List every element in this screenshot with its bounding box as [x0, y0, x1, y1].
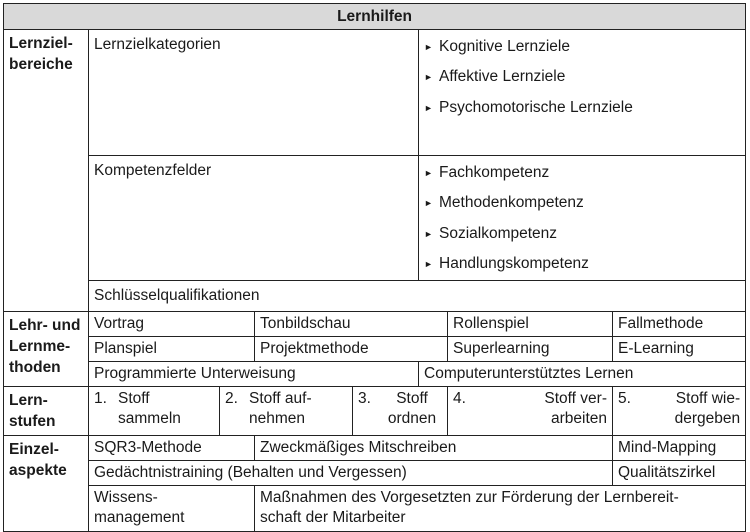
section-lernstufen	[4, 387, 89, 436]
lernstufe-cell	[613, 387, 746, 436]
triangle-bullet-icon: ►	[424, 42, 433, 52]
step-text: dergeben	[674, 410, 741, 427]
lernzielkategorien-list	[424, 30, 740, 123]
schluesselqualifikationen-cell: Schlüsselqualifikationen	[89, 281, 746, 312]
step-text: Stoff	[118, 390, 150, 407]
step-number: 5.	[618, 390, 631, 407]
kompetenzfelder-cell: Kompetenzfelder	[89, 156, 419, 281]
method-cell: Vortrag	[89, 312, 255, 337]
step-number: 1.	[94, 390, 107, 407]
aspect-cell: Mind-Mapping	[613, 436, 746, 461]
section-label-line: stufen	[9, 413, 56, 430]
section-lernzielbereiche	[4, 30, 89, 312]
list-item: ► Kognitive Lernziele	[424, 32, 740, 62]
method-cell: Programmierte Unterweisung	[89, 362, 419, 387]
aspect-text: Maßnahmen des Vorgesetzten zur Förderung der Lernbereit-	[260, 489, 679, 506]
step-text: ordnen	[387, 410, 437, 427]
aspect-text: Wissens-	[94, 489, 158, 506]
step-text: Stoff auf-	[249, 390, 312, 407]
list-item: ► Handlungskompetenz	[424, 249, 740, 279]
triangle-bullet-icon: ►	[424, 228, 433, 239]
aspect-text: schaft der Mitarbeiter	[260, 509, 406, 526]
aspect-cell: Qualitätszirkel	[613, 461, 746, 486]
step-text: Stoff	[396, 390, 428, 407]
method-cell: Tonbildschau	[255, 312, 448, 337]
lernzielkategorien-list-cell	[419, 30, 746, 156]
step-number: 3.	[358, 390, 371, 407]
section-label-line: aspekte	[9, 462, 67, 479]
aspect-cell: Gedächtnistraining (Behalten und Vergessen)	[89, 461, 613, 486]
triangle-bullet-icon: ►	[424, 258, 433, 269]
lernstufe-cell	[89, 387, 220, 436]
triangle-bullet-icon: ►	[424, 168, 433, 178]
step-number: 2.	[225, 390, 238, 407]
lernstufe-cell	[448, 387, 613, 436]
section-lehr-lernmethoden	[4, 312, 89, 387]
section-label-line: Einzel-	[9, 441, 59, 458]
aspect-text: management	[94, 509, 185, 526]
method-cell: Projektmethode	[255, 337, 448, 362]
method-cell: Computerunterstütztes Lernen	[419, 362, 746, 387]
triangle-bullet-icon: ►	[424, 198, 433, 209]
triangle-bullet-icon: ►	[424, 102, 433, 113]
lernstufe-cell	[220, 387, 353, 436]
method-cell: E-Learning	[613, 337, 746, 362]
section-label-line: Lernme-	[9, 338, 71, 355]
method-cell: Fallmethode	[613, 312, 746, 337]
section-label-line: Lern-	[9, 392, 48, 409]
section-label-line: Lernziel-	[9, 35, 73, 52]
step-text: nehmen	[249, 410, 306, 427]
section-einzelaspekte	[4, 436, 89, 532]
lernhilfen-table	[3, 3, 746, 532]
kompetenzfelder-list	[424, 156, 740, 279]
section-label-line: Lehr- und	[9, 317, 81, 334]
aspect-cell: SQR3-Methode	[89, 436, 255, 461]
method-cell: Planspiel	[89, 337, 255, 362]
lernzielkategorien-cell: Lernzielkategorien	[89, 30, 419, 156]
step-text: Stoff wie-	[675, 390, 741, 407]
section-label-line: bereiche	[9, 56, 73, 73]
list-item: ► Psychomotorische Lernziele	[424, 93, 740, 123]
step-text: Stoff ver-	[544, 390, 607, 407]
step-text: arbeiten	[550, 410, 607, 427]
list-item: ► Methodenkompetenz	[424, 188, 740, 218]
method-cell: Rollenspiel	[448, 312, 613, 337]
section-label-line: thoden	[9, 359, 61, 376]
triangle-bullet-icon: ►	[424, 72, 433, 83]
aspect-cell: Zweckmäßiges Mitschreiben	[255, 436, 613, 461]
list-item: ► Sozialkompetenz	[424, 219, 740, 249]
aspect-cell	[89, 486, 255, 532]
step-number: 4.	[453, 390, 466, 407]
lernstufe-cell	[353, 387, 448, 436]
step-text: sammeln	[118, 410, 181, 427]
list-item: ► Affektive Lernziele	[424, 62, 740, 92]
method-cell: Superlearning	[448, 337, 613, 362]
aspect-cell	[255, 486, 746, 532]
table-title: Lernhilfen	[4, 4, 746, 30]
kompetenzfelder-list-cell	[419, 156, 746, 281]
list-item: ► Fachkompetenz	[424, 158, 740, 188]
